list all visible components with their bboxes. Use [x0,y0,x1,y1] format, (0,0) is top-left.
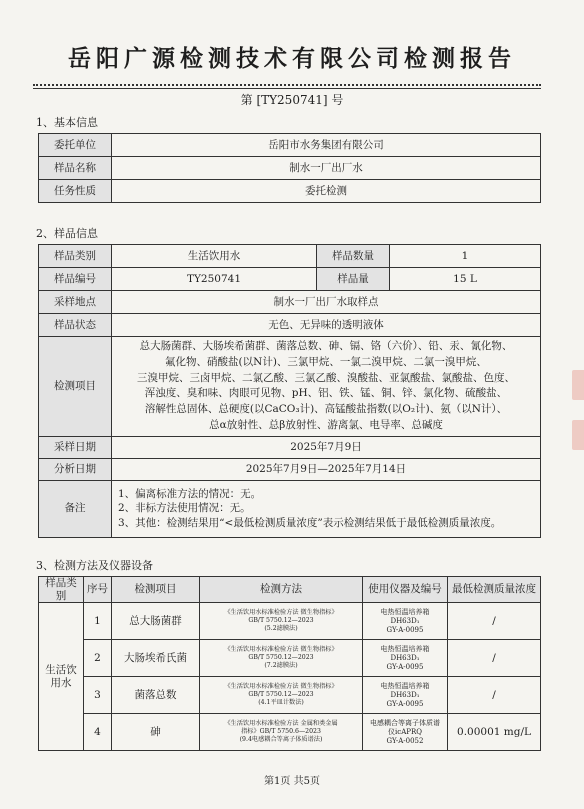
table-row [39,180,541,203]
seal-mark [572,370,584,400]
sampling-date-value: 2025年7月9日 [112,436,541,458]
state-value: 无色、无异味的透明液体 [112,314,541,337]
method-line: 《生活饮用水标准检验方法 金属和类金属 [224,719,338,727]
method-line: (4.1平皿计数法) [258,699,304,707]
sample-amount-label: 样品量 [317,268,390,291]
sampling-date-label: 采样日期 [39,436,112,458]
row-item: 砷 [112,714,200,751]
instrument-line: GY-A-0095 [386,625,424,634]
row-instrument [363,603,448,640]
method-line: GB/T 5750.12—2023 [248,691,314,698]
method-line: 《生活饮用水标准检验方法 微生物指标》 [224,608,338,616]
items-label: 检测项目 [39,337,112,437]
row-instrument [363,640,448,677]
sample-type-label: 样品类别 [39,245,112,268]
row-limit: / [448,603,541,640]
col-header: 使用仪器及编号 [363,577,448,603]
analysis-date-value: 2025年7月9日—2025年7月14日 [112,458,541,480]
row-no: 2 [84,640,112,677]
report-number: 第 [TY250741] 号 [240,93,344,107]
row-method [200,603,363,640]
instrument-line: DH63D₁ [390,616,420,625]
method-line: 《生活饮用水标准检验方法 微生物指标》 [224,682,338,690]
remarks-value [112,480,541,537]
row-no: 4 [84,714,112,751]
row-limit: / [448,677,541,714]
sample-count-value: 1 [390,245,541,268]
table-row [39,458,541,480]
instrument-line: 电热恒温培养箱 [380,607,430,616]
sample-no-value: TY250741 [112,268,317,291]
table-header-row [39,577,541,603]
sample-no-label: 样品编号 [39,268,112,291]
client-value: 岳阳市水务集团有限公司 [112,134,541,157]
items-line: 氟化物、硝酸盐(以N计)、三氯甲烷、一氯二溴甲烷、二氯一溴甲烷、 [165,355,487,368]
section3-heading: 3、检测方法及仪器设备 [36,559,153,572]
table-row [39,603,541,640]
row-item: 大肠埃希氏菌 [112,640,200,677]
items-line: 总α放射性、总β放射性、游离氯、电导率、总碱度 [209,418,443,431]
row-limit: / [448,640,541,677]
row-method [200,677,363,714]
table-row [39,714,541,751]
col-header: 序号 [84,577,112,603]
table-row [39,245,541,268]
row-instrument [363,677,448,714]
table-row [39,677,541,714]
page-footer: 第1页 共5页 [264,776,320,787]
sample-name-value: 制水一厂出厂水 [112,157,541,180]
items-line: 三溴甲烷、三卤甲烷、二氯乙酸、三氯乙酸、溴酸盐、亚氯酸盐、氯酸盐、色度、 [137,371,515,384]
col-header: 最低检测质量浓度 [448,577,541,603]
sample-type-value: 生活饮用水 [112,245,317,268]
sample-info-table [38,244,541,538]
instrument-line: DH63D₁ [390,690,420,699]
location-label: 采样地点 [39,291,112,314]
row-no: 1 [84,603,112,640]
items-line: 溶解性总固体、总硬度(以CaCO₃计)、高锰酸盐指数(以O₂计)、氨（以N计）、 [144,403,508,415]
report-title: 岳阳广源检测技术有限公司检测报告 [68,45,516,72]
remark-line: 3、其他：检测结果用“<最低检测质量浓度”表示检测结果低于最低检测质量浓度。 [118,516,502,529]
table-row [39,436,541,458]
method-line: (7.2滤膜法) [264,662,298,670]
method-line: (5.2滤膜法) [264,625,298,633]
remarks-label: 备注 [39,480,112,537]
col-header: 检测方法 [200,577,363,603]
table-row [39,314,541,337]
items-line: 浑浊度、臭和味、肉眼可见物、pH、铝、铁、锰、铜、锌、氯化物、硫酸盐、 [144,387,508,400]
instrument-line: GY-A-0095 [386,699,424,708]
basic-info-table [38,133,541,203]
instrument-line: 电热恒温培养箱 [380,644,430,653]
task-nature-value: 委托检测 [112,180,541,203]
category-cell: 生活饮用水 [39,603,84,751]
title-rule-dotted [33,84,541,86]
instrument-line: GY-A-0052 [386,736,424,745]
task-nature-label: 任务性质 [39,180,112,203]
remark-line: 2、非标方法使用情况：无。 [118,502,251,515]
table-row [39,337,541,437]
items-line: 总大肠菌群、大肠埃希菌群、菌落总数、砷、镉、铬（六价）、铅、汞、氰化物、 [139,340,513,352]
row-method [200,640,363,677]
analysis-date-label: 分析日期 [39,458,112,480]
methods-table [38,576,541,751]
instrument-line: 电热恒温培养箱 [380,681,430,690]
sample-count-label: 样品数量 [317,245,390,268]
instrument-line: DH63D₁ [390,653,420,662]
table-row [39,157,541,180]
state-label: 样品状态 [39,314,112,337]
remark-line: 1、偏离标准方法的情况：无。 [118,488,262,501]
row-method [200,714,363,751]
client-label: 委托单位 [39,134,112,157]
sample-amount-value: 15 L [390,268,541,291]
method-line: GB/T 5750.12—2023 [248,654,314,661]
row-item: 总大肠菌群 [112,603,200,640]
location-value: 制水一厂出厂水取样点 [112,291,541,314]
method-line: GB/T 5750.12—2023 [248,617,314,624]
table-row [39,268,541,291]
table-row [39,480,541,537]
row-instrument [363,714,448,751]
col-header: 样品类别 [39,577,84,603]
col-header: 检测项目 [112,577,200,603]
instrument-line: 电感耦合等离子体质谱 [370,718,440,727]
items-value [112,337,541,437]
row-no: 3 [84,677,112,714]
method-line: 指标》GB/T 5750.6—2023 [241,728,321,735]
method-line: (9.4电感耦合等离子体质谱法) [239,736,323,744]
title-rule-solid [33,88,541,89]
method-line: 《生活饮用水标准检验方法 微生物指标》 [224,645,338,653]
table-row [39,640,541,677]
instrument-line: GY-A-0095 [386,662,424,671]
row-item: 菌落总数 [112,677,200,714]
table-row [39,134,541,157]
sample-name-label: 样品名称 [39,157,112,180]
section1-heading: 1、基本信息 [36,116,98,129]
table-row [39,291,541,314]
seal-mark [572,420,584,450]
instrument-line: 仪icAPRQ [388,727,422,736]
section2-heading: 2、样品信息 [36,227,98,240]
row-limit: 0.00001 mg/L [448,714,541,751]
